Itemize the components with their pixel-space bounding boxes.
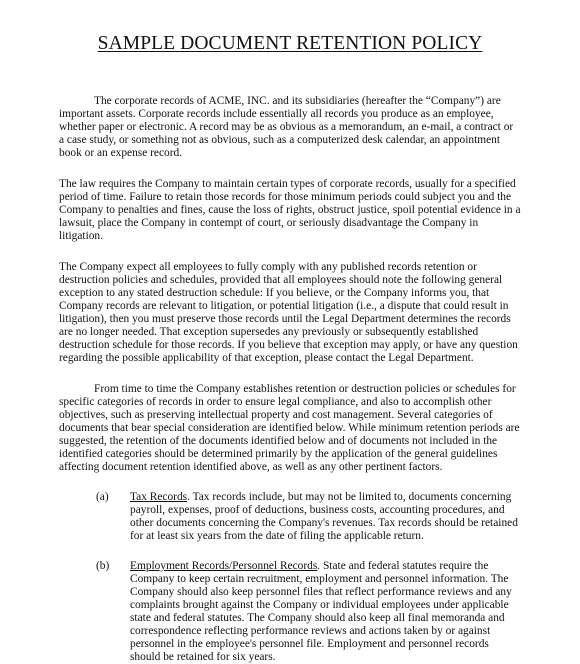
list-item-marker: (b) — [96, 560, 110, 572]
list-item-text: . Tax records include, but may not be limited to, documents concerning payroll, expenses, proof of deductions, business costs, accounting procedures, and other documents concerning the Company's revenues. Tax records should be retained for at least six years from the date of filing the applicable return. — [130, 491, 518, 542]
list-item-body — [130, 491, 521, 543]
list-item-marker: (a) — [96, 491, 109, 503]
list-item-heading: Tax Records — [130, 491, 188, 503]
paragraph-retention-schedules: From time to time the Company establishes retention or destruction policies or schedules for specific categories of records in order to ensure legal compliance, and also to accomplish other objectives, such as preserving intellectual property and cost management. Several categories of documents that bear special consideration are identified below. While minimum retention periods are suggested, the retention of the documents identified below and of documents not included in the identified categories should be determined primarily by the application of the general guidelines affecting document retention identified above, as well as any other pertinent factors. — [59, 383, 520, 473]
list-item-employment-records — [96, 560, 521, 664]
paragraph-legal-requirements: The law requires the Company to maintain certain types of corporate records, usually for a specified period of time. Failure to retain those records for those minimum periods could subject you and the Company to penalties and fines, cause the loss of rights, obstruct justice, spoil potential evidence in a lawsuit, place the Company in contempt of court, or seriously disadvantage the Company in litigation. — [59, 178, 521, 242]
list-item-text: . State and federal statutes require the Company to keep certain recruitment, employment and personnel information. The Company should also keep personnel files that reflect performance reviews and any complaints brought against the Company or individual employees under applicable state and federal statutes. The Company should also keep all final memoranda and correspondence reflecting performance reviews and actions taken by or against personnel in the employee's personnel file. Employment and personnel records should be retained for six years. — [130, 560, 512, 663]
list-item-tax-records — [96, 491, 521, 543]
list-item-heading: Employment Records/Personnel Records — [130, 560, 318, 572]
paragraph-corporate-records: The corporate records of ACME, INC. and its subsidiaries (hereafter the “Company”) are important assets. Corporate records include essentially all records you produce as an employee, whether paper or electronic. A record may be as obvious as a memorandum, an e-mail, a contract or a case study, or something not as obvious, such as a computerized desk calendar, an appointment book or an expense record. — [59, 95, 514, 159]
paragraph-compliance-exception: The Company expect all employees to fully comply with any published records retention or destruction policies and schedules, provided that all employees should note the following general exception to any stated destruction schedule: If you believe, or the Company informs you, that Company records are relevant to litigation, or potential litigation (i.e., a dispute that could result in litigation), then you must preserve those records until the Legal Department determines the records are no longer needed. That exception supersedes any previously or subsequently established destruction schedule for those records. If you believe that exception may apply, or have any question regarding the possible applicability of that exception, please contact the Legal Department. — [59, 261, 518, 364]
list-item-body — [130, 560, 521, 664]
page-title: SAMPLE DOCUMENT RETENTION POLICY — [97, 33, 483, 54]
